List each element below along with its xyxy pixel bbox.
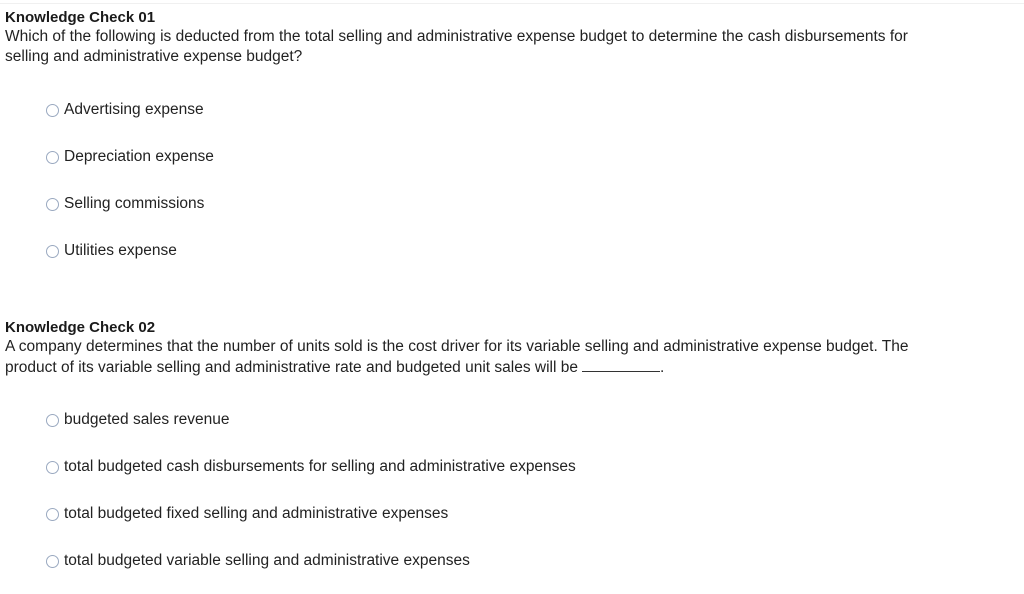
- option-label: total budgeted variable selling and administrative expenses: [64, 552, 470, 569]
- radio-button[interactable]: [46, 461, 59, 474]
- option-label: Selling commissions: [64, 195, 205, 212]
- question-2-prompt-line-2-text: product of its variable selling and administrative rate and budgeted unit sales will be: [5, 358, 578, 376]
- radio-button[interactable]: [46, 198, 59, 211]
- question-2: [5, 318, 1015, 377]
- answer-blank: [582, 357, 660, 372]
- question-2-prompt-line-1: A company determines that the number of units sold is the cost driver for its variable selling and administrative expense budget. The: [5, 338, 909, 355]
- q2-option-total-budgeted-variable-expenses[interactable]: [46, 552, 470, 570]
- radio-button[interactable]: [46, 151, 59, 164]
- q1-option-depreciation-expense[interactable]: [46, 148, 214, 166]
- q1-option-advertising-expense[interactable]: [46, 101, 204, 119]
- q2-option-total-budgeted-cash-disbursements[interactable]: [46, 458, 576, 476]
- q1-option-utilities-expense[interactable]: [46, 242, 177, 260]
- question-2-prompt-line-2: [5, 357, 1015, 378]
- top-divider: [0, 3, 1024, 4]
- option-label: total budgeted fixed selling and administrative expenses: [64, 505, 449, 522]
- question-1-prompt: [5, 27, 1015, 66]
- radio-button[interactable]: [46, 245, 59, 258]
- radio-button[interactable]: [46, 414, 59, 427]
- q2-option-total-budgeted-fixed-expenses[interactable]: [46, 505, 448, 523]
- q2-option-budgeted-sales-revenue[interactable]: [46, 411, 229, 429]
- question-1-heading: Knowledge Check 01: [5, 9, 156, 26]
- question-1: [5, 8, 1015, 66]
- question-1-prompt-line-1: Which of the following is deducted from the total selling and administrative expense budget to determine the cash disbursements for: [5, 28, 908, 45]
- q1-option-selling-commissions[interactable]: [46, 195, 204, 213]
- question-2-heading: Knowledge Check 02: [5, 319, 156, 336]
- question-1-prompt-line-2: selling and administrative expense budget?: [5, 47, 303, 65]
- question-2-prompt: [5, 337, 1015, 377]
- option-label: Utilities expense: [64, 242, 177, 259]
- radio-button[interactable]: [46, 555, 59, 568]
- option-label: Depreciation expense: [64, 148, 214, 165]
- option-label: Advertising expense: [64, 101, 204, 118]
- option-label: budgeted sales revenue: [64, 411, 230, 428]
- radio-button[interactable]: [46, 508, 59, 521]
- radio-button[interactable]: [46, 104, 59, 117]
- question-2-prompt-end: .: [659, 358, 665, 376]
- option-label: total budgeted cash disbursements for selling and administrative expenses: [64, 458, 576, 475]
